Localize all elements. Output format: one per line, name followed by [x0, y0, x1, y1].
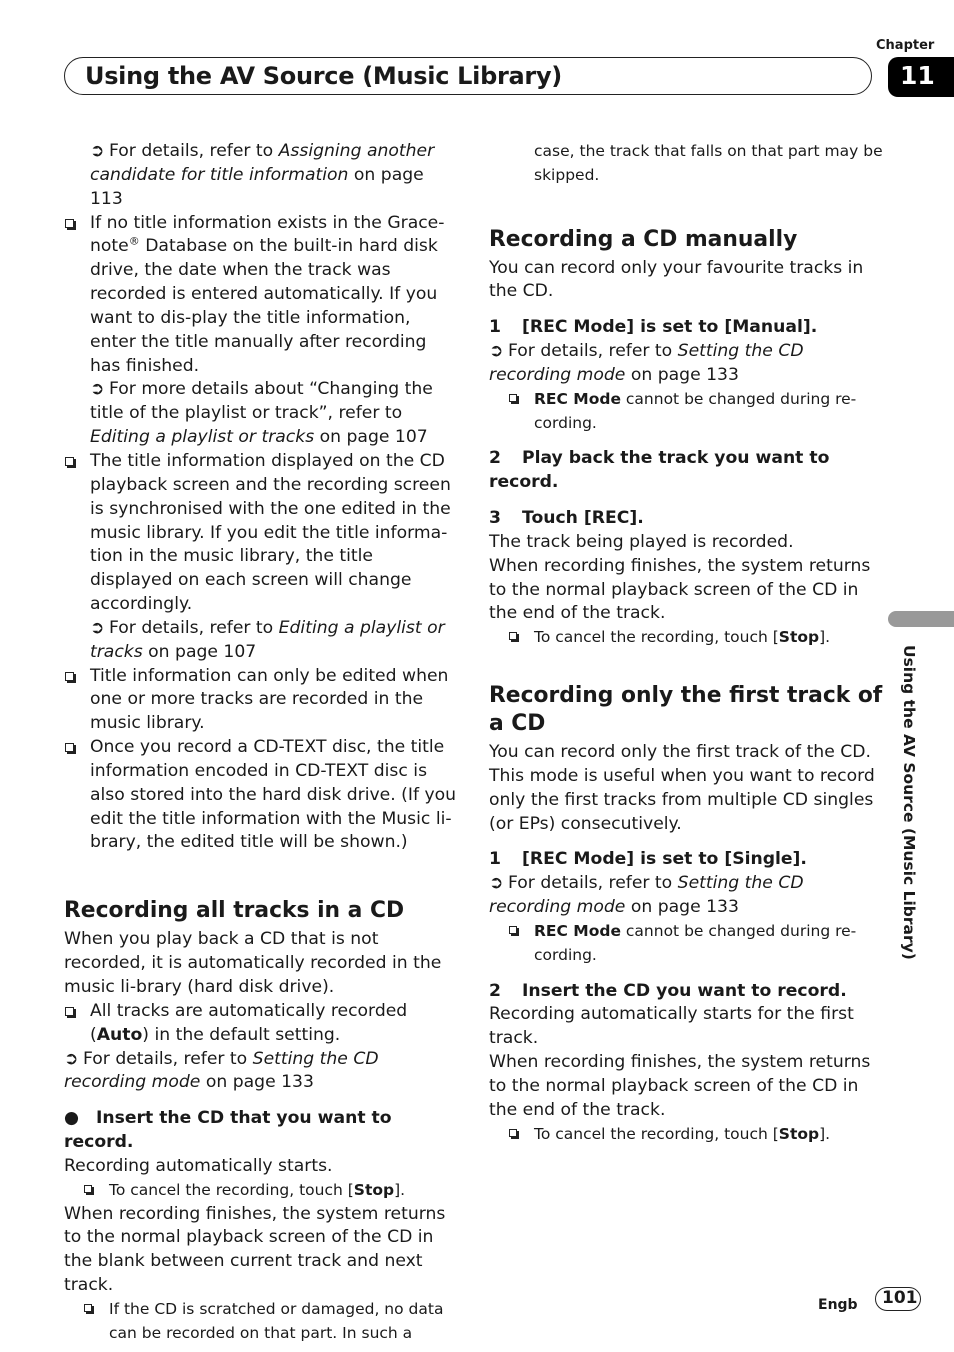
- body-text: When recording finishes, the system returns to the normal playback screen of the CD in the blank between current track and next track.: [64, 1203, 446, 1296]
- step-heading: 3 Touch [REC].: [489, 508, 644, 529]
- section-heading: Recording only the first track of a CD: [489, 683, 883, 737]
- side-tab-marker: [888, 611, 954, 627]
- checkbox-note: The title information displayed on the CD playback screen and the recording screen is synchronised with the one edited in the music library. If you edit the title informa-tion in the music library, the title displayed on each screen will change accordingly.: [64, 450, 458, 617]
- step-heading: ● Insert the CD that you want to record.: [64, 1108, 392, 1153]
- chapter-number: 11: [900, 61, 935, 90]
- chapter-badge: [888, 57, 954, 97]
- checkbox-note: Title information can only be edited when one or more tracks are recorded in the music library.: [64, 665, 458, 737]
- checkbox-note: To cancel the recording, touch [Stop].: [83, 1179, 458, 1203]
- language-code: Engb: [818, 1297, 858, 1313]
- checkbox-note: If no title information exists in the Grace-note® Database on the built-in hard disk drive, the date when the track was recorded is entered automatically. If you want to dis-play the title information, enter the title manually after recording has finished.: [64, 212, 458, 379]
- body-text: The track being played is recorded.: [489, 531, 794, 552]
- reference-note: ➲ For details, refer to Assigning another candidate for title information on page 113: [90, 141, 435, 209]
- section-heading: Recording a CD manually: [489, 226, 798, 252]
- step-heading: 2 Play back the track you want to record.: [489, 448, 830, 493]
- section-heading: Recording all tracks in a CD: [64, 898, 405, 924]
- reference-note: ➲ For details, refer to Editing a playlist or tracks on page 107: [90, 617, 445, 662]
- arrow-right-icon: ➲: [90, 379, 105, 400]
- body-text: When recording finishes, the system returns to the normal playback screen of the CD in the end of the track.: [489, 555, 871, 624]
- side-tab-text: Using the AV Source (Music Library): [900, 645, 918, 960]
- chapter-label: Chapter: [876, 38, 935, 53]
- page-number-badge: [875, 1287, 921, 1311]
- page-title: Using the AV Source (Music Library): [85, 62, 562, 90]
- title-bar: [64, 57, 872, 95]
- body-text: case, the track that falls on that part may be skipped.: [534, 142, 883, 184]
- arrow-right-icon: ➲: [489, 873, 504, 894]
- reference-note: ➲ For details, refer to Setting the CD recording mode on page 133: [64, 1048, 379, 1093]
- step-heading: 2 Insert the CD you want to record.: [489, 980, 847, 1001]
- body-text: Recording automatically starts.: [64, 1155, 333, 1176]
- arrow-right-icon: ➲: [90, 617, 105, 638]
- right-column: [489, 140, 883, 1146]
- step-heading: 1 [REC Mode] is set to [Single].: [489, 849, 807, 870]
- body-text: When you play back a CD that is not recorded, it is automatically recorded in the music li-brary (hard disk drive).: [64, 929, 442, 997]
- left-column: [64, 140, 458, 1346]
- page-number: 101: [882, 1288, 918, 1308]
- checkbox-note: All tracks are automatically recorded (Auto) in the default setting.: [64, 1000, 458, 1048]
- body-text: You can record only your favourite tracks in the CD.: [489, 257, 864, 302]
- body-text: Recording automatically starts for the first track.: [489, 1004, 854, 1049]
- checkbox-note: To cancel the recording, touch [Stop].: [508, 626, 883, 650]
- checkbox-note: If the CD is scratched or damaged, no data can be recorded on that part. In such a: [83, 1298, 458, 1346]
- reference-note: ➲ For details, refer to Setting the CD recording mode on page 133: [489, 873, 804, 918]
- arrow-right-icon: ➲: [90, 141, 105, 161]
- body-text: When recording finishes, the system returns to the normal playback screen of the CD in the end of the track.: [489, 1052, 871, 1120]
- reference-note: ➲ For details, refer to Setting the CD recording mode on page 133: [489, 341, 804, 385]
- arrow-right-icon: ➲: [64, 1048, 79, 1069]
- checkbox-note: To cancel the recording, touch [Stop].: [508, 1123, 883, 1147]
- reference-note: ➲ For more details about “Changing the title of the playlist or track”, refer to Editing a playlist or tracks on page 107: [90, 379, 433, 448]
- arrow-right-icon: ➲: [489, 341, 504, 362]
- checkbox-note: REC Mode cannot be changed during re-cording.: [508, 388, 883, 436]
- body-text: You can record only the first track of the CD. This mode is useful when you want to record only the first tracks from multiple CD singles (or EPs) consecutively.: [489, 742, 875, 834]
- checkbox-note: REC Mode cannot be changed during re-cording.: [508, 920, 883, 968]
- bullet-icon: ●: [64, 1108, 79, 1129]
- step-heading: 1 [REC Mode] is set to [Manual].: [489, 317, 818, 338]
- checkbox-note: Once you record a CD-TEXT disc, the title information encoded in CD-TEXT disc is also stored into the hard disk drive. (If you edit the title information with the Music li-brary, the edited title will be shown.): [64, 736, 458, 855]
